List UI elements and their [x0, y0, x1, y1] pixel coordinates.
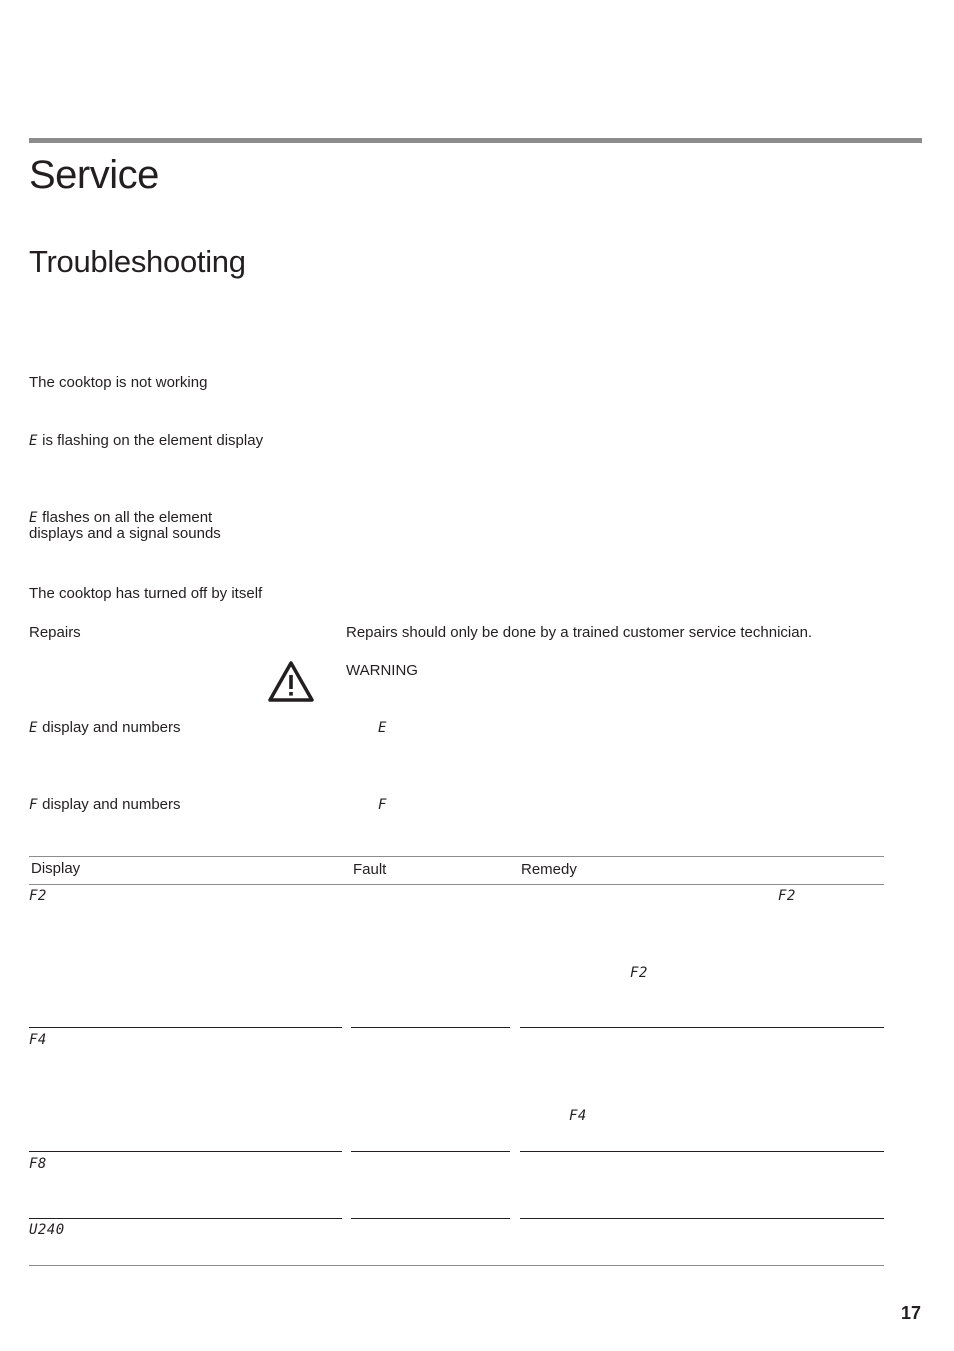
- table-header-remedy: Remedy: [521, 861, 577, 878]
- table-row-remedy-code: F2: [778, 888, 796, 904]
- table-row-remedy-code: F4: [569, 1108, 587, 1124]
- section-title: Troubleshooting: [29, 244, 246, 279]
- table-row-display-f2: F2: [29, 888, 47, 904]
- e-display-code: E: [29, 510, 38, 526]
- table-row-display-f4: F4: [29, 1032, 47, 1048]
- table-top-rule: [29, 856, 884, 857]
- table-header-display: Display: [31, 860, 81, 877]
- table-header-fault: Fault: [353, 861, 387, 878]
- header-rule: [29, 138, 922, 143]
- table-row-display-u240: U240: [29, 1222, 65, 1238]
- warning-label: WARNING: [346, 662, 418, 679]
- f-display-code: F: [29, 797, 38, 813]
- table-row-rule: [29, 1218, 342, 1219]
- e-display-code: E: [29, 433, 38, 449]
- symptom-e-all-displays: E flashes on all the element displays and a signal sounds: [29, 509, 221, 542]
- table-row-rule: [520, 1027, 884, 1028]
- table-row-rule: [29, 1027, 342, 1028]
- e-display-symbol: E: [378, 720, 387, 736]
- table-row-rule: [520, 1151, 884, 1152]
- table-row-display-f8: F8: [29, 1156, 47, 1172]
- repairs-text: Repairs should only be done by a trained customer service technician.: [346, 624, 813, 641]
- symptom-e-flashing: E is flashing on the element display: [29, 432, 264, 449]
- page-title: Service: [29, 153, 159, 197]
- page-number: 17: [900, 1303, 921, 1323]
- warning-triangle-icon: [268, 660, 314, 702]
- table-row-rule: [29, 1151, 342, 1152]
- f-display-symbol: F: [378, 797, 387, 813]
- e-display-code: E: [29, 720, 38, 736]
- table-row-rule: [351, 1027, 510, 1028]
- table-header-rule: [29, 884, 884, 885]
- e-display-numbers: E display and numbers: [29, 719, 181, 736]
- symptom-turned-off: The cooktop has turned off by itself: [29, 585, 263, 602]
- symptom-not-working: The cooktop is not working: [29, 374, 208, 391]
- f-display-numbers: F display and numbers: [29, 796, 181, 813]
- table-row-remedy-code: F2: [630, 965, 648, 981]
- repairs-label: Repairs: [29, 624, 81, 641]
- table-bottom-rule: [29, 1265, 884, 1266]
- table-row-rule: [520, 1218, 884, 1219]
- table-row-rule: [351, 1151, 510, 1152]
- table-row-rule: [351, 1218, 510, 1219]
